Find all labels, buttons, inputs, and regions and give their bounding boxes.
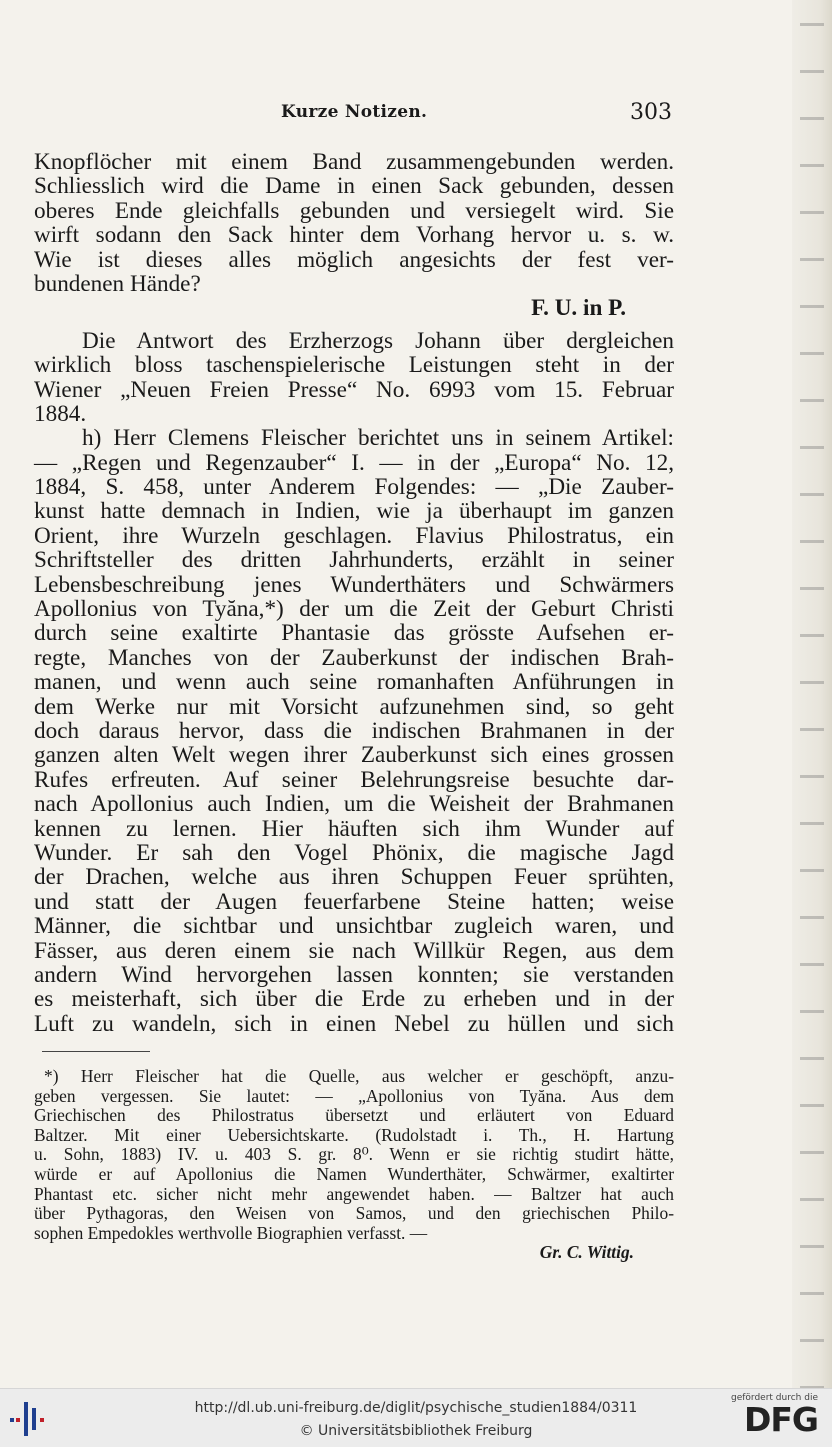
body-line: durch seine exaltirte Phantasie das grösste Aufsehen er- bbox=[34, 620, 674, 647]
body-line: 1884. bbox=[34, 400, 87, 427]
footnote-line: *) Herr Fleischer hat die Quelle, aus welcher er geschöpft, anzu- bbox=[44, 1066, 674, 1086]
body-line: Apollonius von Tyăna,*) der um die Zeit der Geburt Christi bbox=[34, 596, 674, 623]
body-line: Rufes erfreuten. Auf seiner Belehrungsreise besuchte dar- bbox=[34, 766, 674, 793]
body-line: wirft sodann den Sack hinter dem Vorhang hervor u. s. w. bbox=[34, 222, 674, 249]
footnote-signature: Gr. C. Wittig. bbox=[539, 1242, 634, 1263]
body-line: der Drachen, welche aus ihren Schuppen Feuer sprühten, bbox=[34, 864, 674, 891]
dfg-caption: gefördert durch die bbox=[731, 1393, 818, 1403]
page-edge-marks bbox=[800, 0, 824, 1388]
body-line: Orient, ihre Wurzeln geschlagen. Flavius Philostratus, ein bbox=[34, 522, 674, 549]
body-line: Die Antwort des Erzherzogs Johann über dergleichen bbox=[82, 327, 674, 354]
body-line: und statt der Augen feuerfarbene Steine hatten; weise bbox=[34, 888, 674, 915]
footnote-line: sophen Empedokles werthvolle Biographien verfasst. — bbox=[34, 1222, 428, 1243]
page-number: 303 bbox=[630, 100, 672, 125]
body-line: 1884, S. 458, unter Anderem Folgendes: — „Die Zauber- bbox=[34, 474, 674, 501]
running-head: Kurze Notizen. bbox=[281, 102, 428, 122]
body-line: manen, und wenn auch seine romanhaften Anführungen in bbox=[34, 669, 674, 696]
body-line: Schriftsteller des dritten Jahrhunderts, erzählt in seiner bbox=[34, 547, 674, 574]
signature-line: F. U. in P. bbox=[531, 295, 626, 322]
footnote-line: würde er auf Apollonius die Namen Wunderthäter, Schwärmer, exaltirter bbox=[34, 1163, 674, 1184]
copyright-notice: © Universitätsbibliothek Freiburg bbox=[299, 1423, 533, 1439]
body-line: es meisterhaft, sich über die Erde zu erheben und in der bbox=[34, 986, 674, 1013]
footnote-line: Phantast etc. sicher nicht mehr angewendet haben. — Baltzer hat auch bbox=[34, 1183, 674, 1204]
footnote-line: über Pythagoras, den Weisen von Samos, und den griechischen Philo- bbox=[34, 1203, 674, 1224]
body-line: Fässer, aus deren einem sie nach Willkür Regen, aus dem bbox=[34, 937, 674, 964]
body-line: Männer, die sichtbar und unsichtbar zugleich waren, und bbox=[34, 913, 674, 940]
body-line: — „Regen und Regenzauber“ I. — in der „Europa“ No. 12, bbox=[34, 449, 674, 476]
body-line: Wunder. Er sah den Vogel Phönix, die magische Jagd bbox=[34, 839, 674, 866]
viewer-footer bbox=[0, 1388, 832, 1447]
body-line: ganzen alten Welt wegen ihrer Zauberkunst sich eines grossen bbox=[34, 742, 674, 769]
body-line: kunst hatte demnach in Indien, wie ja überhaupt im ganzen bbox=[34, 498, 674, 525]
body-line: bundenen Hände? bbox=[34, 270, 201, 297]
body-line: dem Werke nur mit Vorsicht aufzunehmen sind, so geht bbox=[34, 693, 674, 720]
footnote-rule bbox=[42, 1051, 150, 1052]
body-line: Schliesslich wird die Dame in einen Sack gebunden, dessen bbox=[34, 173, 674, 200]
footnote-line: u. Sohn, 1883) IV. u. 403 S. gr. 8⁰. Wenn er sie richtig studirt hätte, bbox=[34, 1144, 674, 1165]
body-line: Wiener „Neuen Freien Presse“ No. 6993 vom 15. Februar bbox=[34, 376, 674, 403]
body-line: Lebensbeschreibung jenes Wunderthäters und Schwärmers bbox=[34, 571, 674, 598]
body-line: Knopflöcher mit einem Band zusammengebunden werden. bbox=[34, 149, 674, 175]
footnote-line: geben vergessen. Sie lautet: — „Apollonius von Tyăna. Aus dem bbox=[34, 1085, 674, 1106]
body-line: Luft zu wandeln, sich in einen Nebel zu hüllen und sich bbox=[34, 1010, 674, 1037]
body-text bbox=[34, 150, 674, 1036]
footnote-line: Baltzer. Mit einer Uebersichtskarte. (Rudolstadt i. Th., H. Hartung bbox=[34, 1124, 674, 1145]
body-line: wirklich bloss taschenspielerische Leistungen steht in der bbox=[34, 352, 674, 379]
body-line: doch daraus hervor, dass die indischen Brahmanen in der bbox=[34, 717, 674, 744]
body-line: Wie ist dieses alles möglich angesichts der fest ver- bbox=[34, 246, 674, 273]
footnote-line: Griechischen des Philostratus übersetzt und erläutert von Eduard bbox=[34, 1105, 674, 1126]
dfg-wordmark: DFG bbox=[743, 1400, 818, 1439]
body-line: nach Apollonius auch Indien, um die Weisheit der Brahmanen bbox=[34, 791, 674, 818]
document-url-link[interactable]: http://dl.ub.uni-freiburg.de/diglit/psychische_studien1884/0311 bbox=[194, 1400, 638, 1416]
body-line: kennen zu lernen. Hier häuften sich ihm Wunder auf bbox=[34, 815, 674, 842]
dfg-logo-icon bbox=[730, 1393, 818, 1443]
footnotes bbox=[34, 1067, 674, 1263]
body-line: andern Wind hervorgehen lassen konnten; sie verstanden bbox=[34, 961, 674, 988]
body-line: regte, Manches von der Zauberkunst der indischen Brah- bbox=[34, 644, 674, 671]
body-line: oberes Ende gleichfalls gebunden und versiegelt wird. Sie bbox=[34, 197, 674, 224]
body-line: h) Herr Clemens Fleischer berichtet uns in seinem Artikel: bbox=[82, 425, 674, 452]
